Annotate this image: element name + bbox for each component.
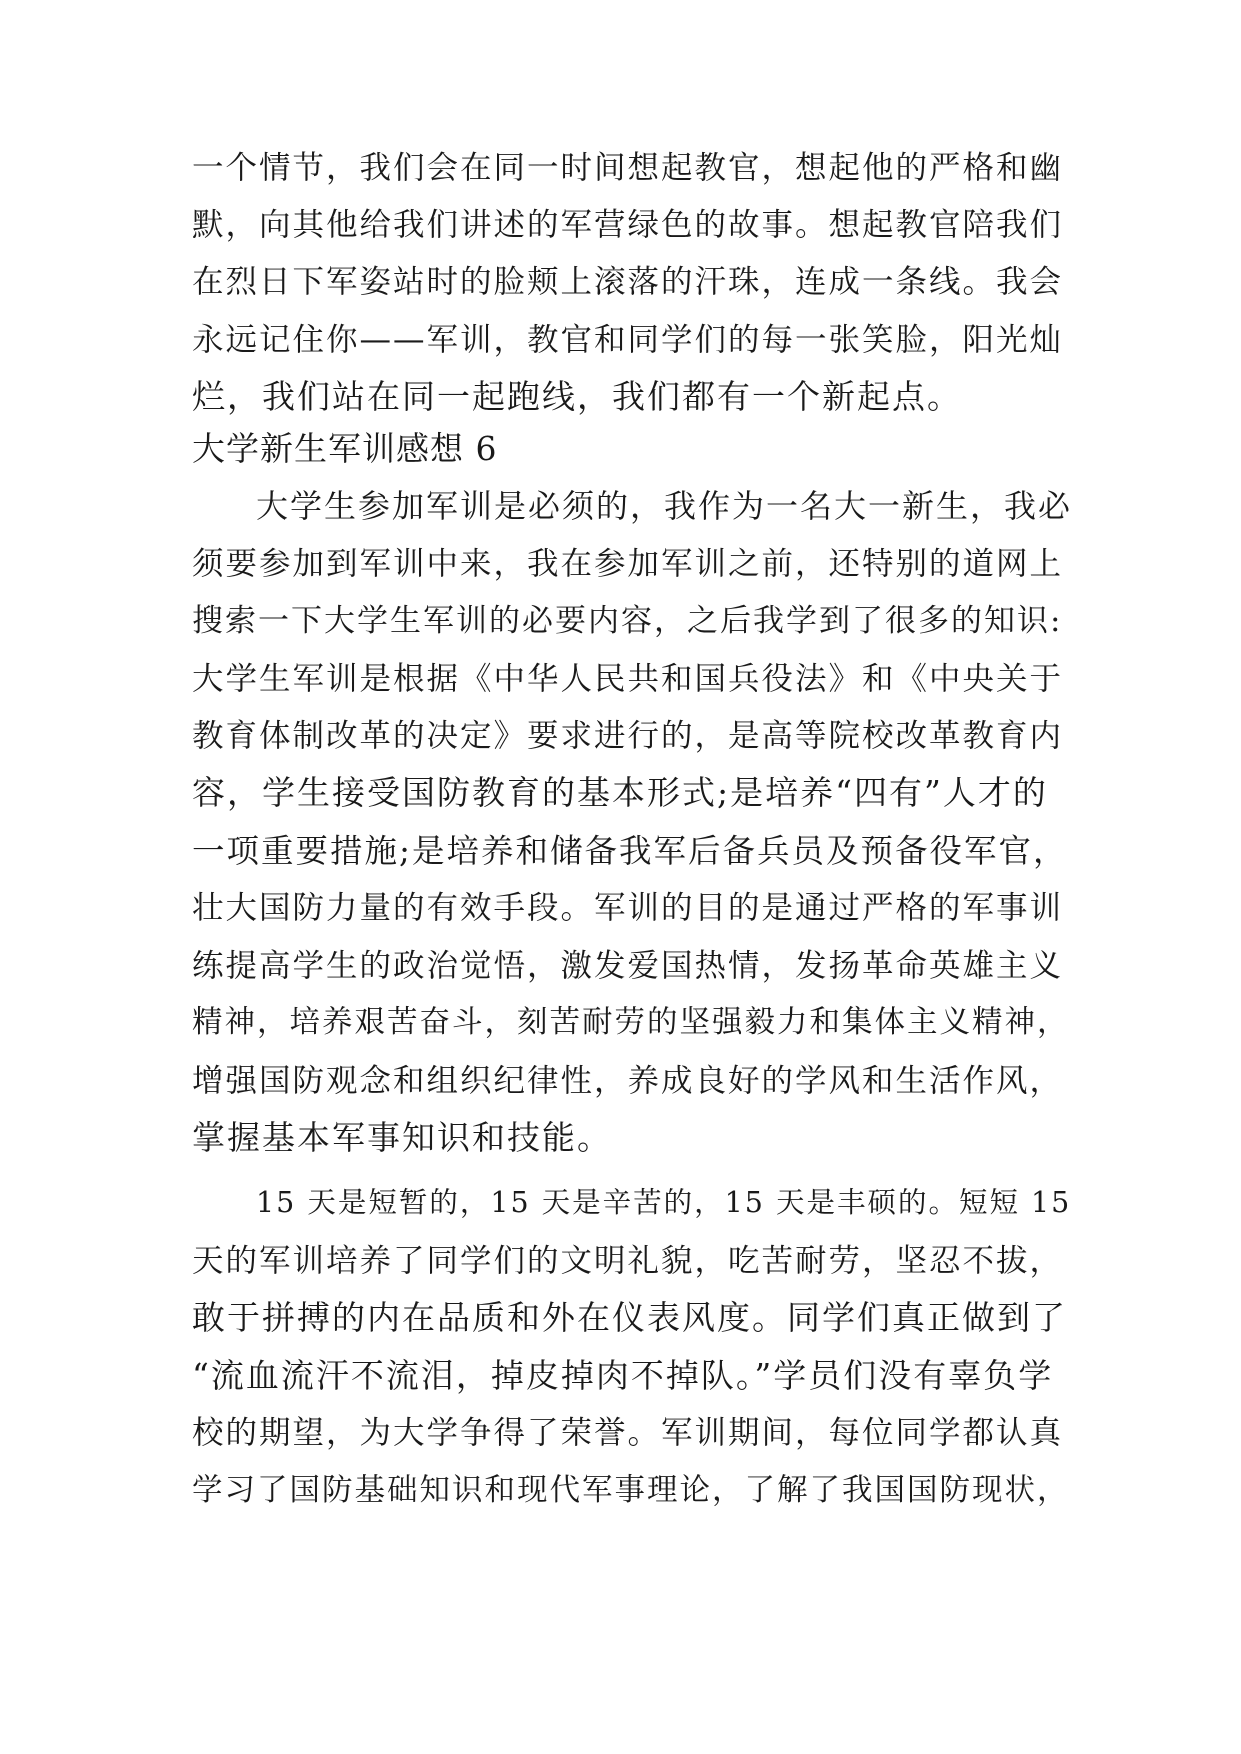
paragraph-line: 一项重要措施;是培养和储备我军后备兵员及预备役军官， — [192, 832, 1068, 870]
paragraph-line: 大学生军训是根据《中华人民共和国兵役法》和《中央关于 — [192, 661, 1064, 697]
paragraph-line: 搜索一下大学生军训的必要内容，之后我学到了很多的知识: — [192, 603, 1063, 639]
section-heading: 大学新生军训感想 6 — [192, 429, 498, 468]
paragraph-line: 练提高学生的政治觉悟，激发爱国热情，发扬革命英雄主义 — [192, 948, 1064, 984]
paragraph-line: 容，学生接受国防教育的基本形式;是培养“四有”人才的 — [192, 773, 1048, 812]
paragraph-line: “流血流汗不流泪，掉皮掉肉不掉队。”学员们没有辜负学 — [192, 1356, 1054, 1395]
paragraph-line: 须要参加到军训中来，我在参加军训之前，还特别的道网上 — [192, 546, 1064, 582]
paragraph-line: 精神，培养艰苦奋斗，刻苦耐劳的坚强毅力和集体主义精神， — [192, 1005, 1070, 1040]
paragraph-line: 增强国防观念和组织纪律性，养成良好的学风和生活作风， — [192, 1063, 1064, 1099]
paragraph-line: 默，向其他给我们讲述的军营绿色的故事。想起教官陪我们 — [192, 207, 1064, 243]
paragraph-line: 15 天是短暂的，15 天是辛苦的，15 天是丰硕的。短短 15 — [256, 1186, 1072, 1219]
paragraph-line: 掌握基本军事知识和技能。 — [192, 1118, 612, 1157]
paragraph-line: 校的期望，为大学争得了荣誉。军训期间，每位同学都认真 — [192, 1415, 1064, 1451]
paragraph-line: 天的军训培养了同学们的文明礼貌，吃苦耐劳，坚忍不拔， — [192, 1243, 1064, 1279]
paragraph-line: 大学生参加军训是必须的，我作为一名大一新生，我必 — [256, 487, 1073, 525]
paragraph-line: 在烈日下军姿站时的脸颊上滚落的汗珠，连成一条线。我会 — [192, 264, 1064, 300]
paragraph-line: 壮大国防力量的有效手段。军训的目的是通过严格的军事训 — [192, 890, 1064, 926]
paragraph-line: 敢于拼搏的内在品质和外在仪表风度。同学们真正做到了 — [192, 1298, 1067, 1337]
paragraph-line: 永远记住你——军训，教官和同学们的每一张笑脸，阳光灿 — [192, 322, 1064, 358]
paragraph-line: 一个情节，我们会在同一时间想起教官，想起他的严格和幽 — [192, 150, 1064, 186]
paragraph-line: 学习了国防基础知识和现代军事理论，了解了我国国防现状， — [192, 1473, 1070, 1508]
paragraph-line: 烂，我们站在同一起跑线，我们都有一个新起点。 — [192, 377, 962, 416]
paragraph-line: 教育体制改革的决定》要求进行的，是高等院校改革教育内 — [192, 718, 1064, 754]
